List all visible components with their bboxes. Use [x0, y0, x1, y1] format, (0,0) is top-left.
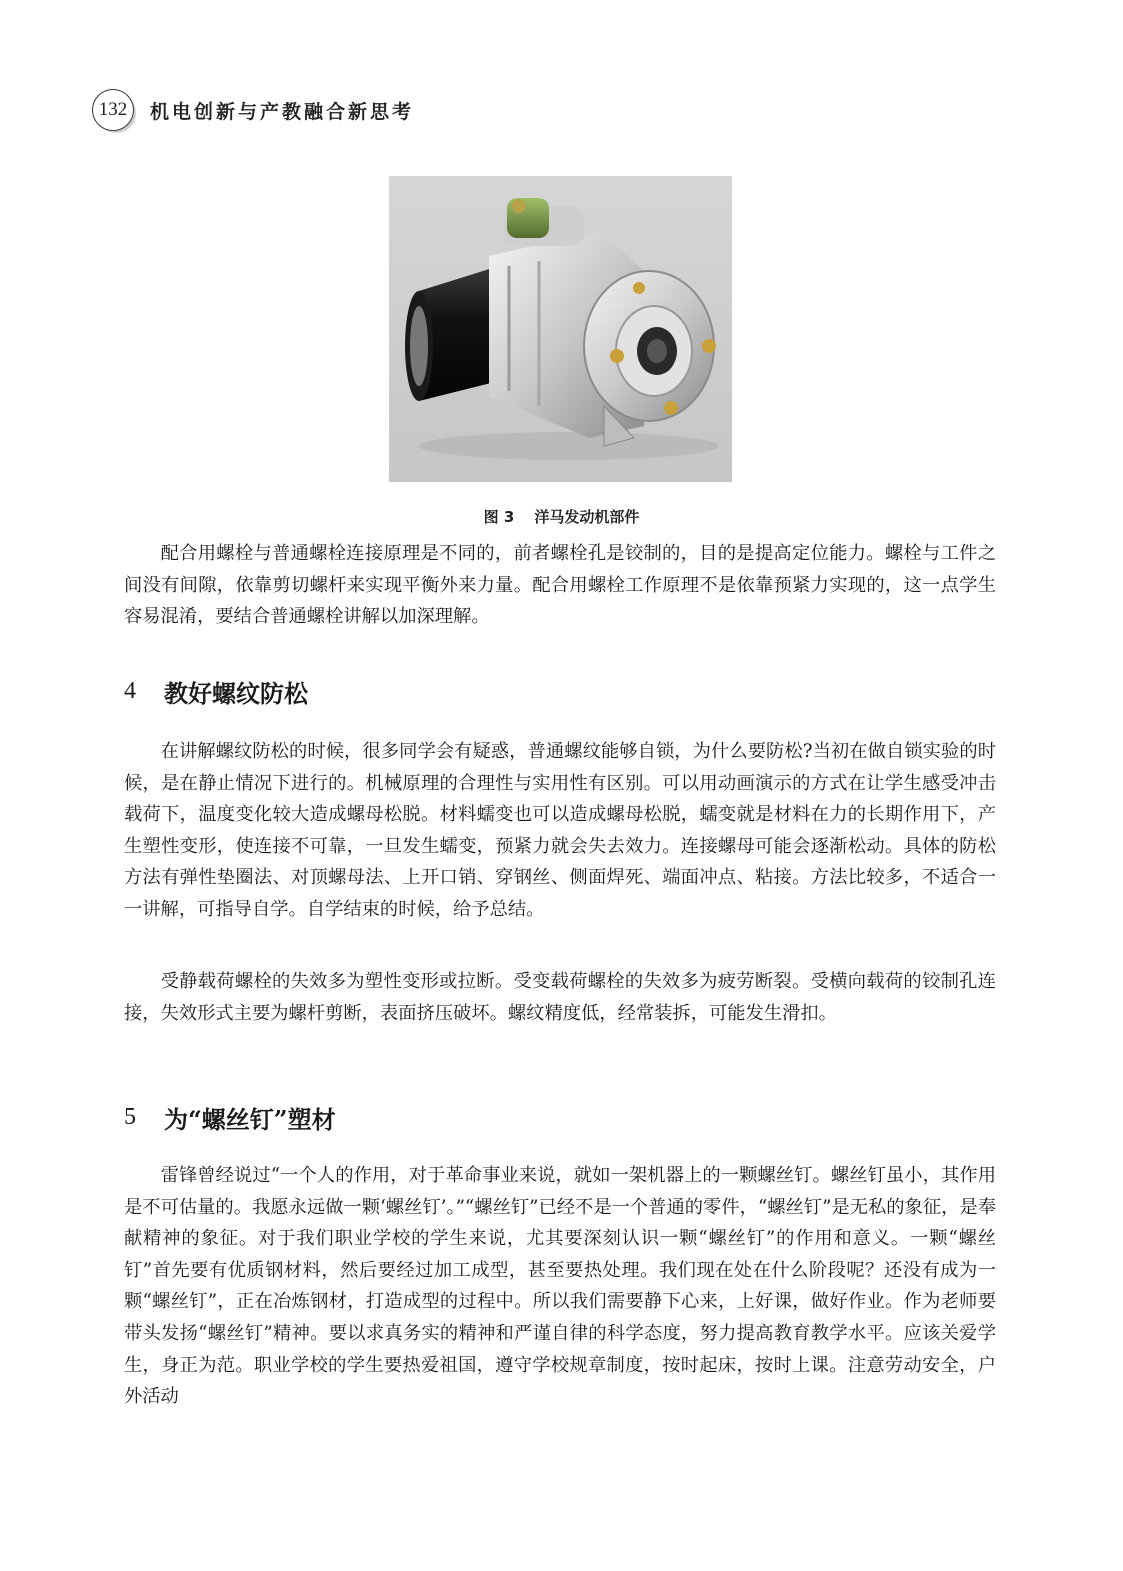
paragraph-screw-spirit: 雷锋曾经说过“一个人的作用，对于革命事业来说，就如一架机器上的一颗螺丝钉。螺丝钉虽小，其作用是不可估量的。我愿永远做一颗‘螺丝钉’。”“螺丝钉”已经不是一个普通的零件，“螺丝钉”是无私的象征，是奉献精神的象征。对于我们职业学校的学生来说，尤其要深刻认识一颗“螺丝钉”的作用和意义。一颗“螺丝钉”首先要有优质钢材料，然后要经过加工成型，甚至要热处理。我们现在处在什么阶段呢？还没有成为一颗“螺丝钉”，正在冶炼钢材，打造成型的过程中。所以我们需要静下心来，上好课，做好作业。作为老师要带头发扬“螺丝钉”精神。要以求真务实的精神和严谨自律的科学态度，努力提高教育教学水平。应该关爱学生，身正为范。职业学校的学生要热爱祖国，遵守学校规章制度，按时起床，按时上课。注意劳动安全，户外活动 [124, 1165, 996, 1408]
paragraph-thread-locking: 在讲解螺纹防松的时候，很多同学会有疑惑，普通螺纹能够自锁，为什么要防松?当初在做自锁实验的时候，是在静止情况下进行的。机械原理的合理性与实用性有区别。可以用动画演示的方式在让学生感受冲击载荷下，温度变化较大造成螺母松脱。材料蠕变也可以造成螺母松脱，蠕变就是材料在力的长期作用下，产生塑性变形，使连接不可靠，一旦发生蠕变，预紧力就会失去效力。连接螺母可能会逐渐松动。具体的防松方法有弹性垫圈法、对顶螺母法、上开口销、穿钢丝、侧面焊死、端面冲点、粘接。方法比较多，不适合一一讲解，可指导自学。自学结束的时候，给予总结。 [124, 741, 996, 920]
figure-number: 图 3 [483, 508, 515, 526]
page-header [92, 88, 414, 132]
section-heading-5 [124, 1100, 336, 1135]
engine-starter-photo [389, 176, 732, 482]
section-title: 教好螺纹防松 [164, 679, 308, 708]
figure-caption-text: 洋马发动机部件 [534, 508, 640, 526]
paragraph-bolt-failure: 受静载荷螺栓的失效多为塑性变形或拉断。受变载荷螺栓的失效多为疲劳断裂。受横向载荷的铰制孔连接，失效形式主要为螺杆剪断，表面挤压破坏。螺纹精度低，经常装拆，可能发生滑扣。 [124, 971, 996, 1024]
book-title: 机电创新与产教融合新思考 [150, 100, 415, 123]
section-title: 为“螺丝钉”塑材 [164, 1105, 336, 1134]
section-number: 5 [124, 1104, 136, 1130]
paragraph-bolt-principle: 配合用螺栓与普通螺栓连接原理是不同的，前者螺栓孔是铰制的，目的是提高定位能力。螺栓与工件之间没有间隙，依靠剪切螺杆来实现平衡外来力量。配合用螺栓工作原理不是依靠预紧力实现的，这一点学生容易混淆，要结合普通螺栓讲解以加深理解。 [124, 543, 996, 628]
starter-motor-illustration [389, 176, 732, 482]
section-heading-4 [124, 674, 308, 709]
figure-caption [0, 506, 1123, 527]
section-number: 4 [124, 678, 136, 704]
page-number: 132 [92, 89, 134, 131]
